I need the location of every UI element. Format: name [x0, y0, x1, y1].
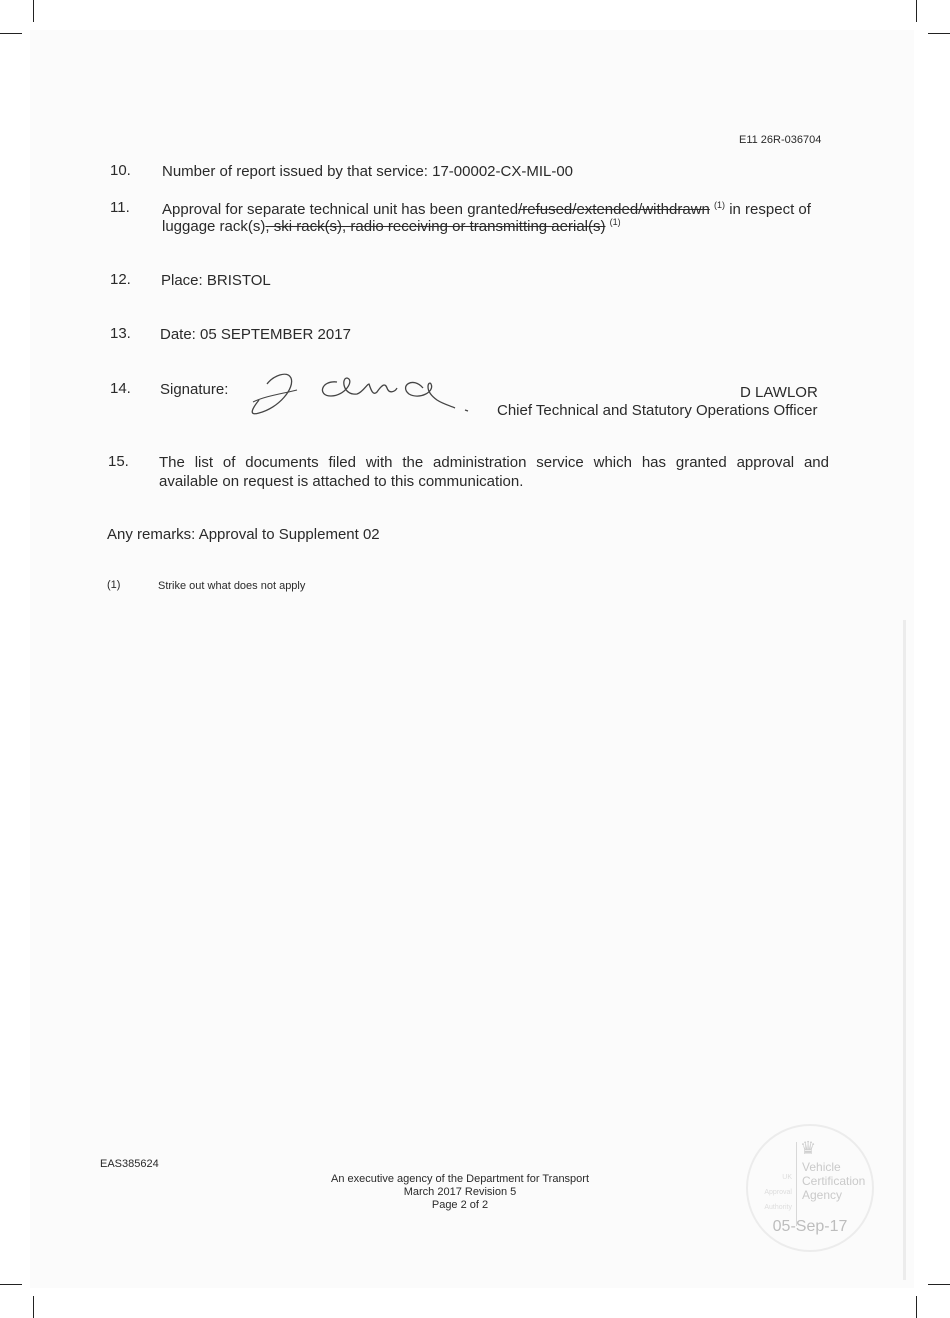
- footnote-marker: (1): [107, 579, 121, 591]
- item-text: Place: BRISTOL: [161, 272, 271, 289]
- stamp-line: Vehicle: [802, 1160, 841, 1174]
- item-text-part: Approval for separate technical unit has been granted: [162, 201, 519, 218]
- struck-text: /refused/extended/withdrawn: [518, 201, 710, 218]
- item-text-part: luggage rack(s): [162, 218, 266, 235]
- stamp-line: Authority: [764, 1204, 792, 1211]
- footnote-ref: (1): [714, 200, 726, 210]
- signature-image: [245, 366, 475, 422]
- stamp-left-text: [752, 1170, 792, 1215]
- item-number: 13.: [110, 325, 131, 342]
- footer-page-number: Page 2 of 2: [431, 1199, 489, 1211]
- scan-edge: [903, 620, 906, 1280]
- item-text-line: [162, 217, 621, 235]
- crop-mark: [928, 1284, 950, 1285]
- item-text: Date: 05 SEPTEMBER 2017: [160, 326, 351, 343]
- footnote-ref: (1): [609, 217, 621, 227]
- item-text-line: available on request is attached to this communication.: [159, 473, 524, 490]
- footnote-text: Strike out what does not apply: [158, 580, 306, 592]
- crop-mark: [33, 0, 34, 22]
- crop-mark: [916, 1296, 917, 1318]
- signature-label: Signature:: [160, 381, 229, 398]
- signatory-name: D LAWLOR: [740, 384, 818, 401]
- crop-mark: [0, 33, 22, 34]
- item-number: 14.: [110, 380, 131, 397]
- crest-icon: ♛: [800, 1138, 817, 1158]
- remarks: Any remarks: Approval to Supplement 02: [107, 526, 380, 543]
- signatory-title: Chief Technical and Statutory Operations Officer: [497, 402, 818, 419]
- document-id: EAS385624: [100, 1158, 159, 1170]
- item-text: Number of report issued by that service: 17-00002-CX-MIL-00: [162, 163, 574, 180]
- footer-agency: An executive agency of the Department for Transport: [330, 1173, 590, 1185]
- approval-stamp: [746, 1124, 874, 1252]
- item-text-part: in respect of: [725, 201, 811, 218]
- footer-revision: March 2017 Revision 5: [403, 1186, 517, 1198]
- stamp-divider: [796, 1142, 797, 1226]
- struck-text: , ski rack(s), radio receiving or transmitting aerial(s): [265, 218, 606, 235]
- crop-mark: [928, 33, 950, 34]
- footer: [280, 1173, 640, 1212]
- item-text-line: The list of documents filed with the administration service which has granted approval and: [159, 454, 829, 471]
- item-number: 10.: [110, 162, 131, 179]
- stamp-line: UK: [782, 1174, 792, 1181]
- stamp-line: Approval: [764, 1189, 792, 1196]
- item-text-line: [162, 200, 811, 218]
- stamp-line: Certification: [802, 1174, 866, 1188]
- item-number: 12.: [110, 271, 131, 288]
- item-number: 15.: [108, 453, 129, 470]
- item-number: 11.: [110, 199, 130, 216]
- stamp-date: 05-Sep-17: [772, 1218, 848, 1235]
- crop-mark: [33, 1296, 34, 1318]
- stamp-line: Agency: [802, 1188, 843, 1202]
- crop-mark: [0, 1284, 22, 1285]
- crop-mark: [916, 0, 917, 22]
- reference-number: E11 26R-036704: [739, 134, 822, 146]
- stamp-right-text: [802, 1160, 865, 1202]
